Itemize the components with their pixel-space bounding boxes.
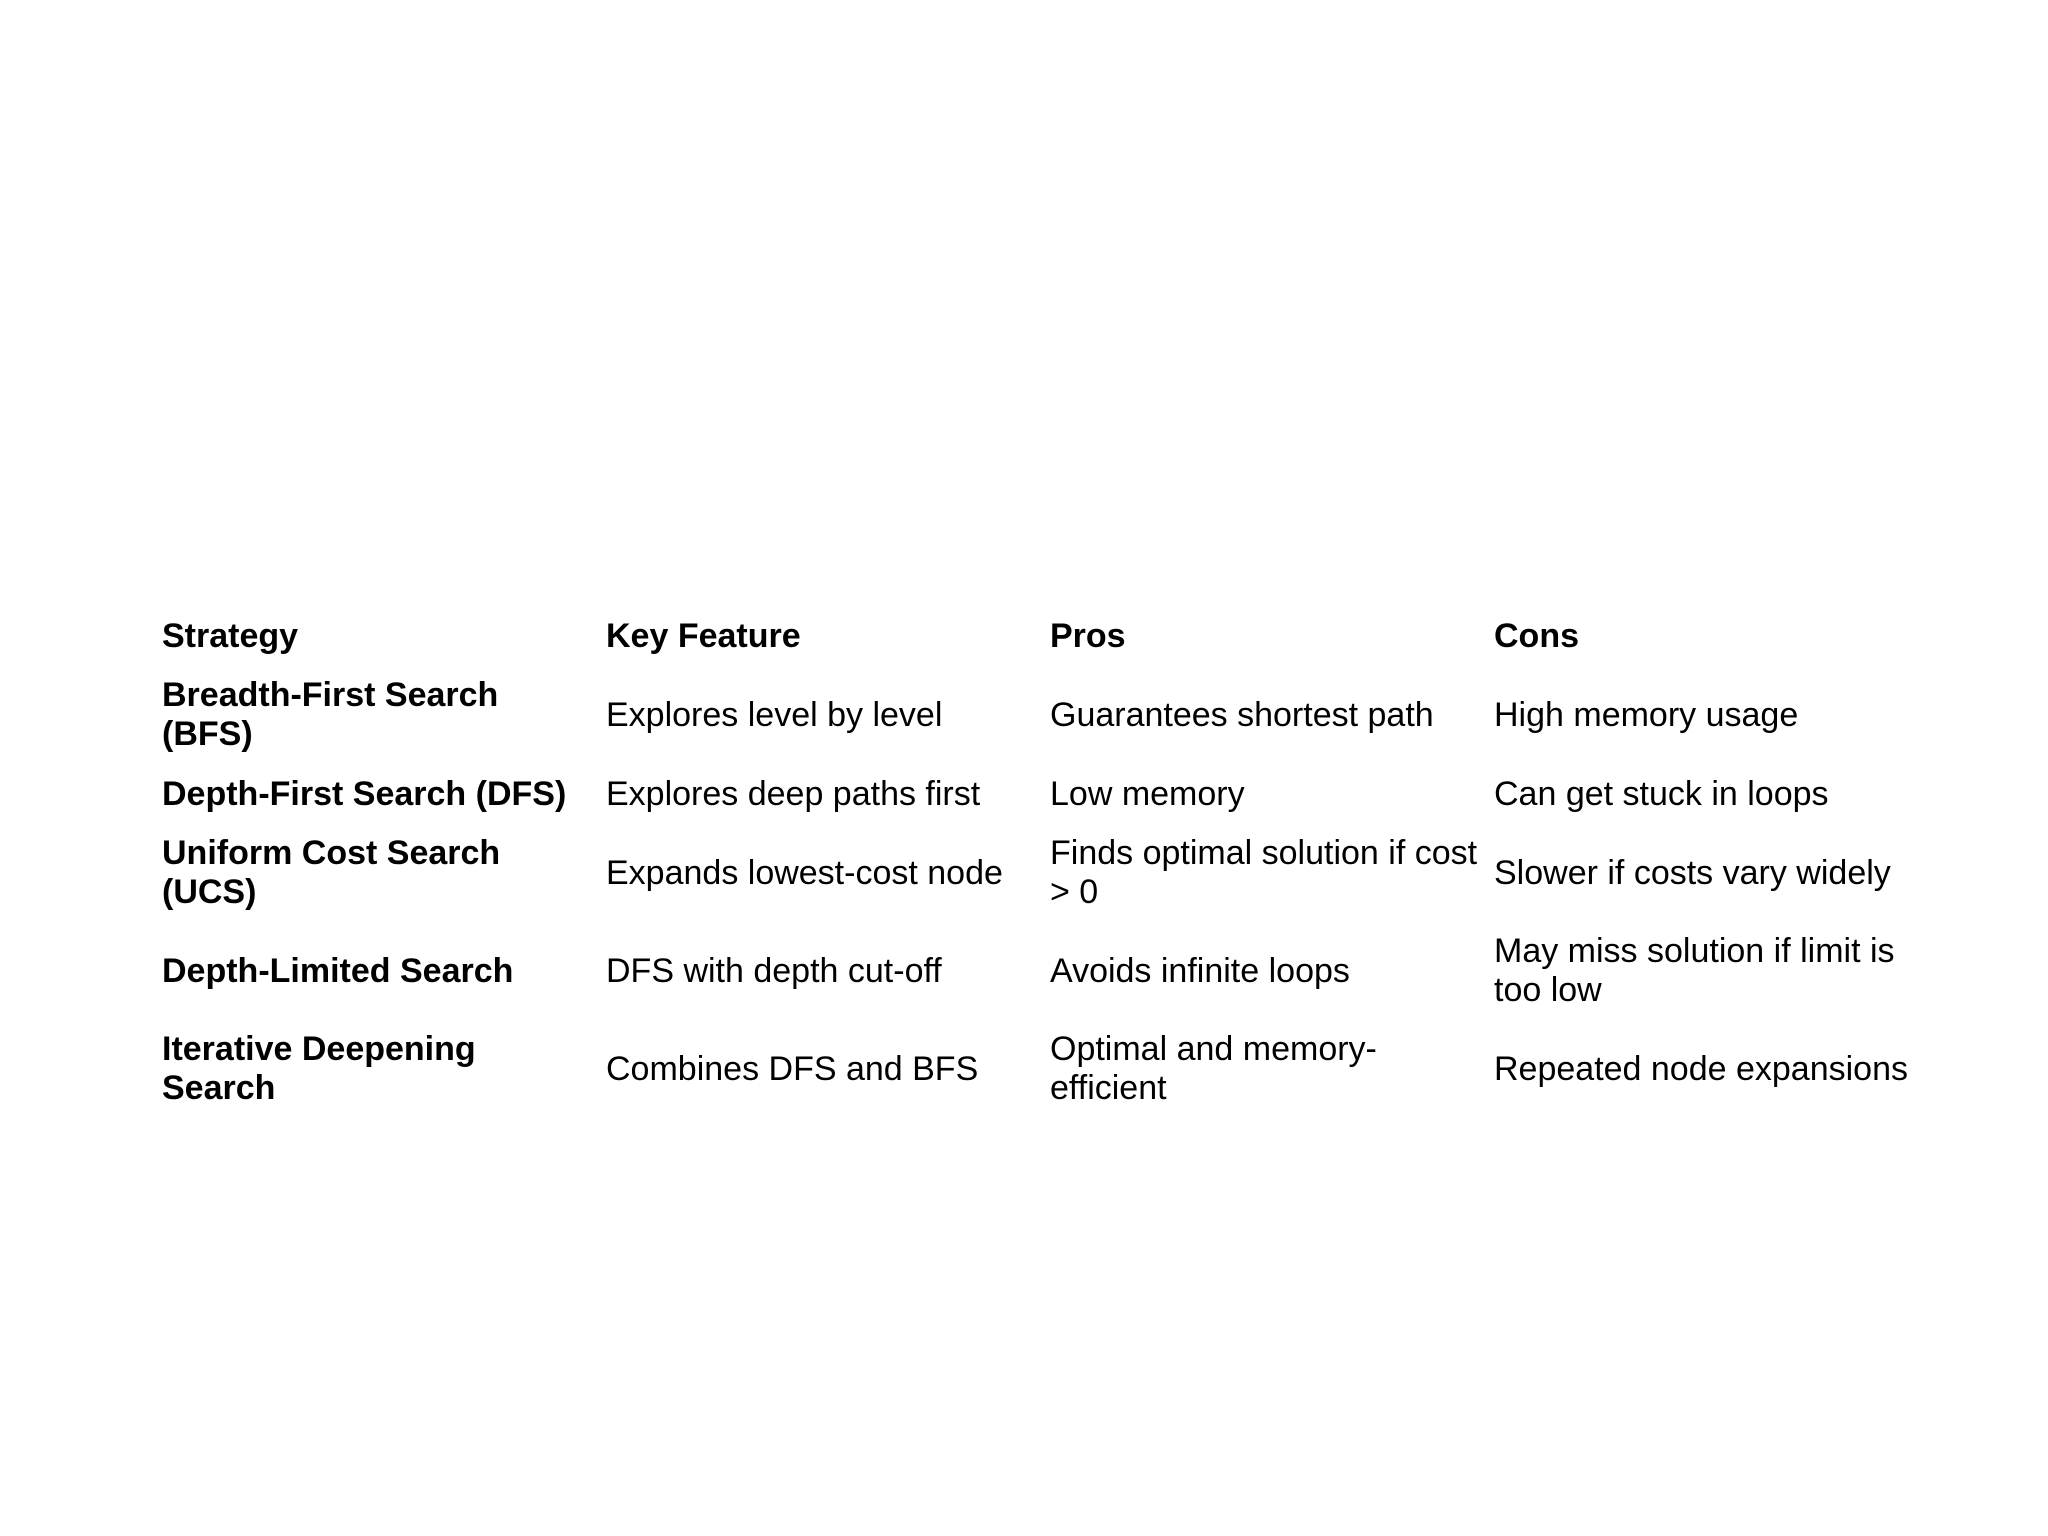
- cell-strategy: Breadth-First Search (BFS): [162, 676, 499, 753]
- cell-pros: Avoids infinite loops: [1050, 951, 1350, 990]
- cell-cons: Slower if costs vary widely: [1494, 853, 1891, 892]
- cell-key-feature: Explores deep paths first: [606, 774, 981, 813]
- cell-pros: Low memory: [1050, 774, 1245, 813]
- cell-cons: Can get stuck in loops: [1494, 774, 1829, 813]
- cell-cons: May miss solution if limit is too low: [1494, 932, 1895, 1009]
- strategy-comparison-table-container: [162, 606, 1942, 1118]
- header-pros: Pros: [1050, 616, 1126, 655]
- cell-strategy: Iterative Deepening Search: [162, 1030, 476, 1107]
- cell-key-feature: DFS with depth cut-off: [606, 951, 942, 990]
- cell-key-feature: Explores level by level: [606, 695, 943, 734]
- table-row: [162, 666, 1942, 764]
- table-row: [162, 824, 1942, 922]
- cell-strategy: Depth-Limited Search: [162, 951, 514, 990]
- cell-strategy: Depth-First Search (DFS): [162, 774, 567, 813]
- table-row: [162, 1020, 1942, 1118]
- header-strategy: Strategy: [162, 616, 299, 655]
- cell-pros: Finds optimal solution if cost > 0: [1050, 834, 1478, 911]
- cell-key-feature: Expands lowest-cost node: [606, 853, 1003, 892]
- cell-strategy: Uniform Cost Search (UCS): [162, 834, 501, 911]
- table-header-row: [162, 606, 1942, 666]
- cell-cons: High memory usage: [1494, 695, 1799, 734]
- cell-key-feature: Combines DFS and BFS: [606, 1049, 979, 1088]
- table-row: [162, 922, 1942, 1020]
- strategy-comparison-table: [162, 606, 1942, 1118]
- cell-cons: Repeated node expansions: [1494, 1049, 1908, 1088]
- table-row: [162, 764, 1942, 824]
- cell-pros: Guarantees shortest path: [1050, 695, 1434, 734]
- header-cons: Cons: [1494, 616, 1579, 655]
- cell-pros: Optimal and memory-efficient: [1050, 1030, 1377, 1107]
- header-key-feature: Key Feature: [606, 616, 801, 655]
